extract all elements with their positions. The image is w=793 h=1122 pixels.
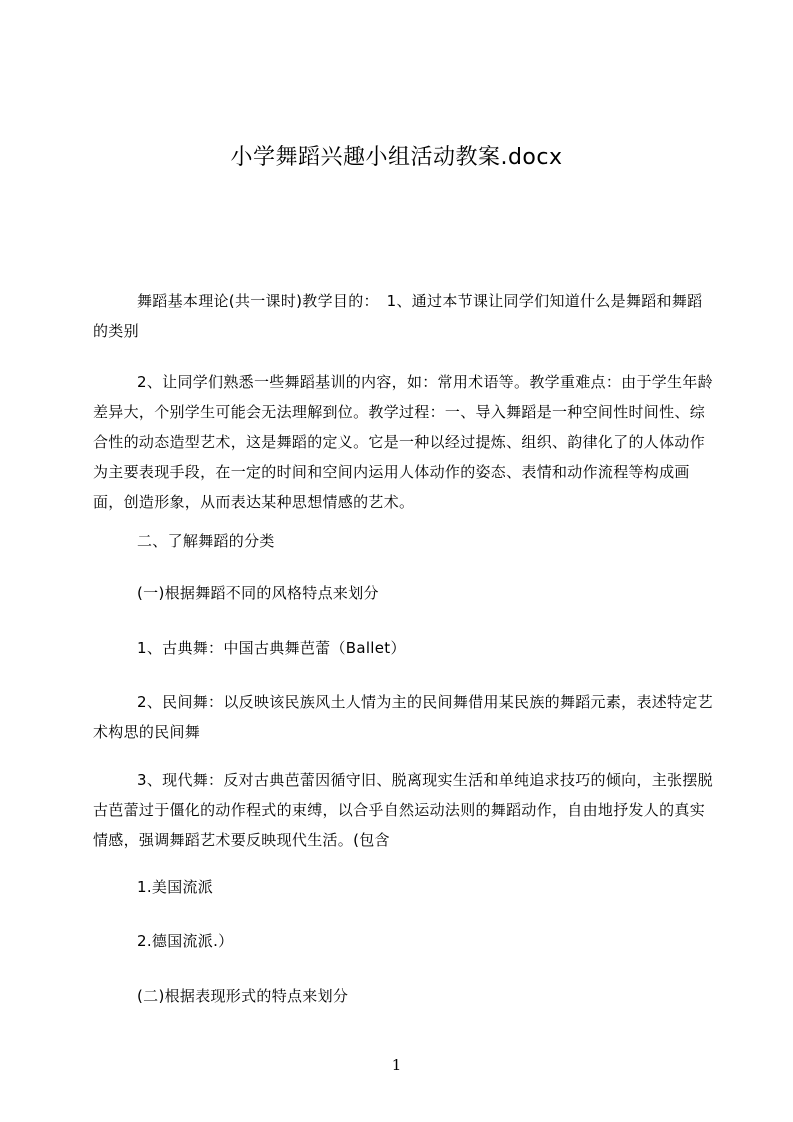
list-item-german-school: 2.德国流派.） (137, 932, 234, 950)
paragraph-teaching-objective: 舞蹈基本理论(共一课时)教学目的： 1、通过本节课让同学们知道什么是舞蹈和舞蹈的类别 (93, 292, 703, 340)
list-item-classical-dance: 1、古典舞：中国古典舞芭蕾（Ballet） (137, 639, 406, 657)
subsection-heading-form: (二)根据表现形式的特点来划分 (137, 987, 349, 1005)
section-heading-dance-classification: 二、了解舞蹈的分类 (137, 532, 275, 550)
subsection-heading-style: (一)根据舞蹈不同的风格特点来划分 (137, 584, 379, 602)
list-item-modern-dance: 3、现代舞：反对古典芭蕾因循守旧、脱离现实生活和单纯追求技巧的倾向，主张摆脱古芭蕾过于僵化的动作程式的束缚，以合乎自然运动法则的舞蹈动作，自由地抒发人的真实情感，强调舞蹈艺术要反映现代生活。(包含 (93, 771, 713, 849)
paragraph-dance-definition: 2、让同学们熟悉一些舞蹈基训的内容，如：常用术语等。教学重难点：由于学生年龄差异大，个别学生可能会无法理解到位。教学过程：一、导入舞蹈是一种空间性时间性、综合性的动态造型艺术，这是舞蹈的定义。它是一种以经过提炼、组织、韵律化了的人体动作为主要表现手段，在一定的时间和空间内运用人体动作的姿态、表情和动作流程等构成画面，创造形象，从而表达某种思想情感的艺术。 (93, 373, 713, 511)
list-item-american-school: 1.美国流派 (137, 878, 214, 896)
document-title: 小学舞蹈兴趣小组活动教案.docx (230, 145, 563, 170)
list-item-folk-dance: 2、民间舞：以反映该民族风土人情为主的民间舞借用某民族的舞蹈元素，表述特定艺术构思的民间舞 (93, 693, 713, 741)
page-number: 1 (391, 1056, 402, 1074)
